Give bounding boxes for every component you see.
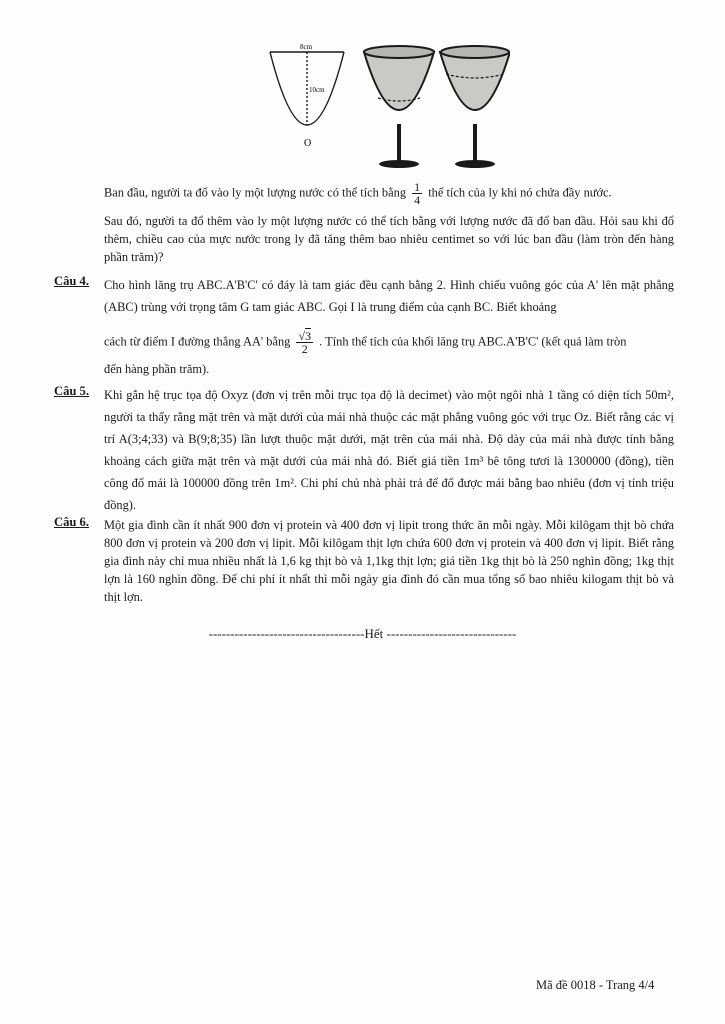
- question-4-part1: Cho hình lăng trụ ABC.A'B'C' có đáy là tam giác đều cạnh bằng 2. Hình chiếu vuông góc của A' lên mặt phẳng (ABC) trùng với trọng tâm G tam giác ABC. Gọi I là trung điểm của cạnh BC. Biết khoảng: [104, 278, 674, 314]
- question-5-label: Câu 5.: [54, 384, 89, 398]
- parabola-diagram: [270, 52, 344, 125]
- width-label: 8cm: [300, 43, 313, 51]
- glass-half-full: [440, 46, 510, 168]
- glass-quarter-full: [364, 46, 434, 168]
- height-label: 10cm: [309, 86, 325, 94]
- page-footer: Mã đề 0018 - Trang 4/4: [536, 978, 655, 992]
- fraction-one-quarter: $\frac{1}{4}$: [414, 180, 421, 207]
- glass-figure: [260, 38, 510, 172]
- intro-line-1: Ban đầu, người ta đổ vào ly một lượng nước có thể tích bằng $\frac{1}{4}$ thể tích của ly khi nó chứa đầy nước.: [104, 180, 612, 207]
- question-4-part3: đến hàng phần trăm).: [104, 362, 210, 376]
- fraction-sqrt3-over-2: $\frac{√3}{2}$: [298, 329, 312, 356]
- question-4-part2: cách từ điểm I đường thẳng AA' bằng $\frac{√3}{2}$ . Tính thể tích của khối lăng trụ ABC.A'B'C' (kết quả làm tròn: [104, 329, 627, 356]
- intro-line-2: Sau đó, người ta đổ thêm vào ly một lượng nước có thể tích bằng với lượng nước đã đổ ban đầu. Hỏi sau khi đổ thêm, chiều cao của mực nước trong ly đã tăng thêm bao nhiêu centimet so với lúc ban đầu (làm tròn đến hàng phần trăm)?: [104, 214, 674, 264]
- question-6-text: Một gia đình cần ít nhất 900 đơn vị protein và 400 đơn vị lipit trong thức ăn mỗi ngày. Mỗi kilôgam thịt bò chứa 800 đơn vị protein và 200 đơn vị lipit. Mỗi kilôgam thịt lợn chứa 600 đơn vị protein và 400 đơn vị lipit. Biết rằng gia đình này chỉ mua nhiều nhất là 1,6 kg thịt bò và 1,1kg thịt lợn; giá tiền 1kg thịt bò là 250 nghìn đồng; 1kg thịt lợn là 160 nghìn đồng. Để chi phí ít nhất thì mỗi ngày gia đình đó cần mua tổng số bao nhiêu kilogam thịt bò và thịt lợn.: [104, 518, 674, 604]
- question-5-text: Khi gắn hệ trục tọa độ Oxyz (đơn vị trên mỗi trục tọa độ là decimet) vào một ngôi nhà 1 tầng có diện tích 50m², người ta thấy rằng mặt trên và mặt dưới của mái nhà thuộc các mặt phẳng vuông góc với trục Oz. Biết rằng các vị trí A(3;4;33) và B(9;8;35) lần lượt thuộc mặt dưới, mặt trên của mái nhà. Độ dày của mái nhà được tính bằng khoảng cách giữa mặt trên và mặt dưới của mái nhà đó. Biết giá tiền 1m³ bê tông tươi là 1300000 (đồng), tiền công đổ mái là 100000 đồng trên 1m². Chi phí chủ nhà phải trả để đổ được mái bằng bao nhiêu (đơn vị tính triệu đồng).: [104, 388, 674, 512]
- origin-label: O: [304, 138, 312, 149]
- question-4-label: Câu 4.: [54, 274, 89, 288]
- question-6-label: Câu 6.: [54, 515, 89, 529]
- end-marker: ------------------------------------Hết ------------------------------: [208, 626, 517, 641]
